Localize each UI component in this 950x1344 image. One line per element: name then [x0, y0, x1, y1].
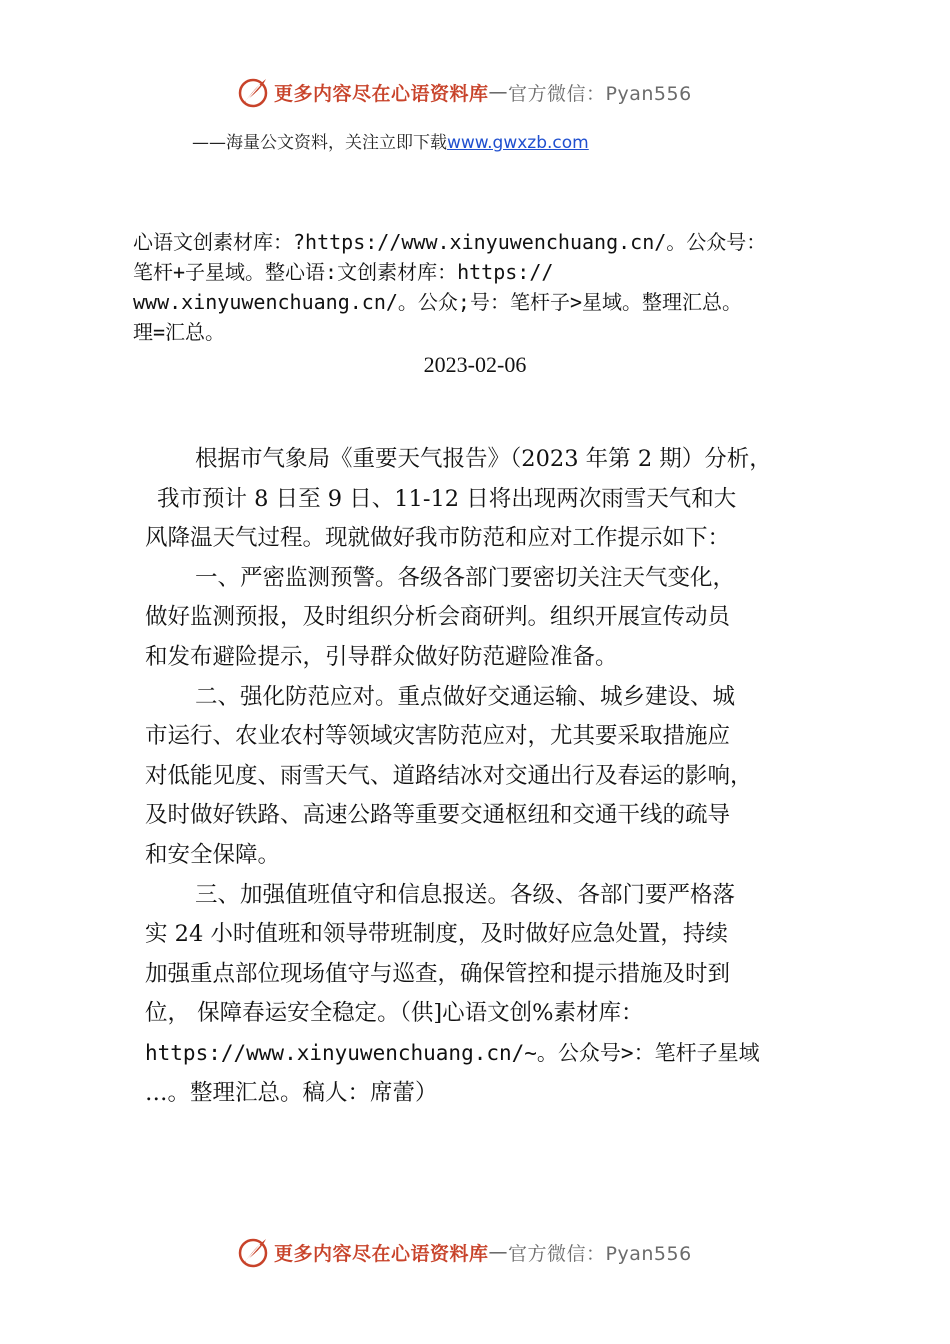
- download-notice-text: ——海量公文资料，关注立即下载: [192, 133, 447, 153]
- banner-red-text: 更多内容尽在心语资料库: [274, 82, 489, 105]
- note-line: 理=汇总。: [133, 320, 226, 344]
- body-line: 和发布避险提示，引导群众做好防范避险准备。: [145, 643, 618, 670]
- body-line: https://www.xinyuwenchuang.cn/~。公众号>：笔杆子星域: [145, 1040, 760, 1065]
- body-line: 对低能见度、雨雪天气、道路结冰对交通出行及春运的影响，: [145, 762, 753, 789]
- document-body: [145, 440, 825, 1113]
- note-line: 笔杆+子星域。整心语:文创素材库：https://: [133, 260, 554, 284]
- body-line: 一、严密监测预警。各级各部门要密切关注天气变化，: [195, 564, 736, 591]
- body-line: 我市预计 8 日至 9 日、11-12 日将出现两次雨雪天气和大: [157, 485, 737, 512]
- footer-banner: [236, 1232, 692, 1272]
- banner-dash: —: [488, 81, 509, 103]
- banner-red-text: 更多内容尽在心语资料库: [274, 1242, 489, 1265]
- download-notice: [192, 128, 589, 153]
- body-line: 三、加强值班值守和信息报送。各级、各部门要严格落: [195, 881, 736, 908]
- body-line: 做好监测预报，及时组织分析会商研判。组织开展宣传动员: [145, 604, 731, 631]
- download-link[interactable]: www.gwxzb.com: [447, 133, 589, 153]
- body-line: 及时做好铁路、高速公路等重要交通枢纽和交通干线的疏导: [145, 802, 731, 829]
- body-line: 和安全保障。: [145, 841, 281, 868]
- body-line: 实 24 小时值班和领导带班制度，及时做好应急处置，持续: [145, 921, 728, 948]
- note-line: www.xinyuwenchuang.cn/。公众;号：笔杆子>星域。整理汇总。: [133, 290, 742, 314]
- header-banner: [236, 72, 692, 112]
- feather-circle-logo-icon: [236, 1235, 270, 1269]
- body-line: 二、强化防范应对。重点做好交通运输、城乡建设、城: [195, 683, 736, 710]
- body-line: …。整理汇总。稿人：席蕾）: [145, 1079, 438, 1106]
- source-note: [133, 227, 853, 347]
- body-line: 根据市气象局《重要天气报告》（2023 年第 2 期）分析，: [195, 446, 772, 472]
- body-line: 加强重点部位现场值守与巡查，确保管控和提示措施及时到: [145, 960, 731, 987]
- body-line: 位， 保障春运安全稳定。（供]心语文创%素材库：: [145, 1000, 644, 1027]
- body-line: 风降温天气过程。现就做好我市防范和应对工作提示如下：: [145, 525, 731, 552]
- body-line: 市运行、农业农村等领域灾害防范应对，尤其要采取措施应: [145, 723, 731, 750]
- banner-wechat-text: 官方微信：Pyan556: [508, 82, 692, 105]
- banner-dash: —: [488, 1241, 509, 1263]
- banner-wechat-text: 官方微信：Pyan556: [508, 1242, 692, 1265]
- feather-circle-logo-icon: [236, 75, 270, 109]
- document-date: 2023-02-06: [423, 352, 527, 377]
- note-line: 心语文创素材库：?https://www.xinyuwenchuang.cn/。公众号：: [133, 230, 767, 254]
